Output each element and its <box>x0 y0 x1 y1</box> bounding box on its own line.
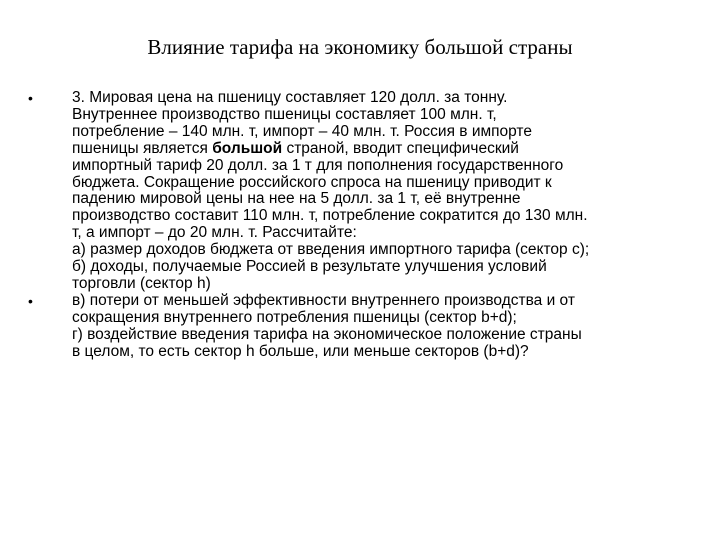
text-segment: пшеницы является <box>72 139 213 157</box>
text-line: импортный тариф 20 долл. за 1 т для пополнения государственного <box>72 156 564 174</box>
text-line-with-emphasis <box>72 141 696 158</box>
bullet-icon: • <box>28 292 33 309</box>
text-line: в целом, то есть сектор h больше, или меньше секторов (b+d)? <box>72 342 529 360</box>
text-line: а) размер доходов бюджета от введения импортного тарифа (сектор с); <box>72 241 590 259</box>
text-line: г) воздействие введения тарифа на экономическое положение страны <box>72 325 582 343</box>
text-segment: страной, вводит специфический <box>282 139 519 157</box>
bullet-icon: • <box>28 90 33 106</box>
bullet-item-problem <box>28 90 696 293</box>
bullet-list <box>28 90 696 361</box>
slide-title: Влияние тарифа на экономику большой страны <box>147 35 573 59</box>
text-line: 3. Мировая цена на пшеницу составляет 120 долл. за тонну. <box>72 89 508 106</box>
text-line: торговли (сектор h) <box>72 274 211 292</box>
text-line: потребление – 140 млн. т, импорт – 40 млн. т. Россия в импорте <box>72 122 532 140</box>
text-line: производство составит 110 млн. т, потребление сократится до 130 млн. <box>72 207 588 225</box>
text-line: падению мировой цены на нее на 5 долл. за 1 т, её внутренне <box>72 190 521 208</box>
bullet-item-questions <box>28 293 696 361</box>
text-line: бюджета. Сокращение российского спроса на пшеницу приводит к <box>72 173 552 191</box>
emphasis-word: большой <box>212 139 283 157</box>
text-line: в) потери от меньшей эффективности внутреннего производства и от <box>72 291 575 309</box>
text-line: сокращения внутреннего потребления пшеницы (сектор b+d); <box>72 308 517 326</box>
text-line: б) доходы, получаемые Россией в результате улучшения условий <box>72 258 547 276</box>
text-line: т, а импорт – до 20 млн. т. Рассчитайте: <box>72 224 357 242</box>
text-line: Внутреннее производство пшеницы составляет 100 млн. т, <box>72 105 497 123</box>
